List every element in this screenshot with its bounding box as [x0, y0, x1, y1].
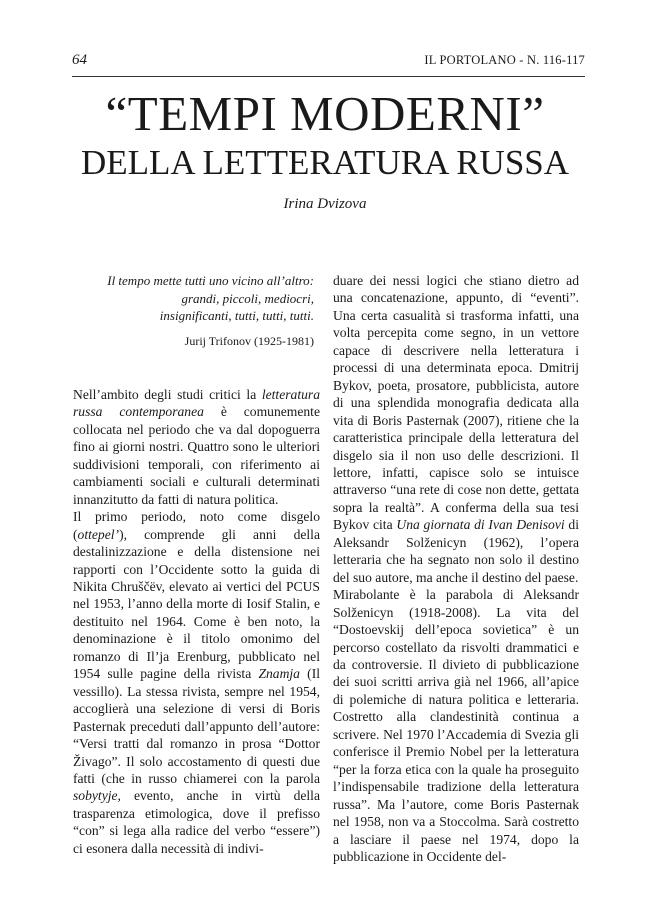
running-head: IL PORTOLANO - N. 116-117 — [424, 53, 585, 67]
page-number: 64 — [72, 52, 87, 68]
italic-text-run: letteratura russa contemporanea — [73, 387, 320, 420]
italic-text-run: Znamja — [258, 666, 300, 682]
body-paragraph — [73, 508, 320, 857]
article-subtitle: DELLA LETTERATURA RUSSA — [80, 143, 570, 182]
body-column-right — [333, 272, 579, 865]
text-run: Il primo periodo, noto come disgelo ( — [73, 509, 320, 542]
italic-text-run: sobytyje, — [73, 788, 121, 804]
epigraph — [90, 272, 314, 350]
body-paragraph — [73, 386, 320, 508]
italic-text-run: ottepel’ — [77, 526, 120, 542]
text-run: è comunemente collocata nel periodo che va dal dopoguerra fino ai giorni nostri. Quattro sono le ulteriori suddivisioni temporali, con riferimento ai cambiamenti sociali e culturali determinati innanzitutto da fatti di natura politica. — [73, 404, 320, 507]
text-run: ), comprende gli anni della destalinizzazione e della distensione nei rapporti con l’Occidente sotto la guida di Nikita Chruščëv, elevato ai vertici del PCUS nel 1953, l’anno della morte di Iosif Stalin, e destituito nel 1964. Come è ben noto, la denominazione è il titolo omonimo del romanzo di Il’ja Erenburg, pubblicato nel 1954 sulle pagine della rivista — [73, 526, 320, 682]
text-run: evento, anche in virtù della trasparenza etimologica, dove il prefisso “con” si lega alla radice del verbo “essere”) ci esonera dalla necessità di indivi- — [73, 788, 320, 856]
epigraph-line-1: Il tempo mette tutti uno vicino all’altro: — [107, 273, 314, 288]
article-author: Irina Dvizova — [283, 196, 367, 212]
body-paragraph: Mirabolante è la parabola di Aleksandr Solženicyn (1918-2008). La vita del “Dostoevskij dell’epoca sovietica” è un percorso costellato da risvolti drammatici e da controversie. Il divieto di pubblicazione dei suoi scritti arriva già nel 1966, all’apice di polemiche di natura politica e letteraria. Costretto alla clandestinità continua a scrivere. Nel 1970 l’Accademia di Svezia gli conferisce il Premio Nobel per la letteratura “per la forza etica con la quale ha proseguito l’indispensabile tradizione della letteratura russa”. Ma l’autore, come Boris Pasternak nel 1958, non va a Stoccolma. Sarà costretto a lasciare il paese nel 1974, dopo la pubblicazione in Occidente del- — [333, 587, 579, 864]
text-run: Nell’ambito degli studi critici la — [73, 387, 262, 402]
text-run: (Il vessillo). La stessa rivista, sempre nel 1954, accoglierà una selezione di versi di Boris Pasternak preceduti dall’appunto dell’autore: “Versi tratti dal romanzo in prosa “Dottor Živago”. Il solo accostamento di questi due fatti (che in russo chiamerei con la parola — [73, 666, 321, 786]
body-column-left — [73, 386, 320, 857]
epigraph-line-2: grandi, piccoli, mediocri, — [181, 290, 314, 306]
body-paragraph — [333, 272, 579, 586]
text-run: di Aleksandr Solženicyn (1962), l’opera letteraria che ha segnato non solo il destino del suo autore, ma anche il destino del paese. — [333, 517, 579, 585]
epigraph-line-3: insignificanti, tutti, tutti, tutti. — [159, 308, 314, 323]
italic-text-run: Una giornata di Ivan Denisovi — [396, 517, 565, 533]
epigraph-source: Jurij Trifonov (1925-1981) — [184, 333, 314, 348]
text-run: duare dei nessi logici che stiano dietro ad una concatenazione, appunto, di “eventi”. Una certa casualità si trasforma infatti, una volta percepita come segno, in un vettore capace di descrivere nella letteratura i processi di una determinata epoca. Dmitrij Bykov, poeta, prosatore, pubblicista, autore di una splendida monografia dedicata alla vita di Boris Pasternak (2007), ritiene che la caratteristica principale della letteratura del disgelo sia il non uso delle descrizioni. Il lettore, infatti, capisce solo se intuisce attraverso “una rete di cose non dette, gettata sopra la realtà”. A conferma della sua tesi Bykov cita — [333, 273, 579, 533]
header-rule — [72, 76, 585, 77]
article-title: “TEMPI MODERNI” — [105, 86, 545, 141]
